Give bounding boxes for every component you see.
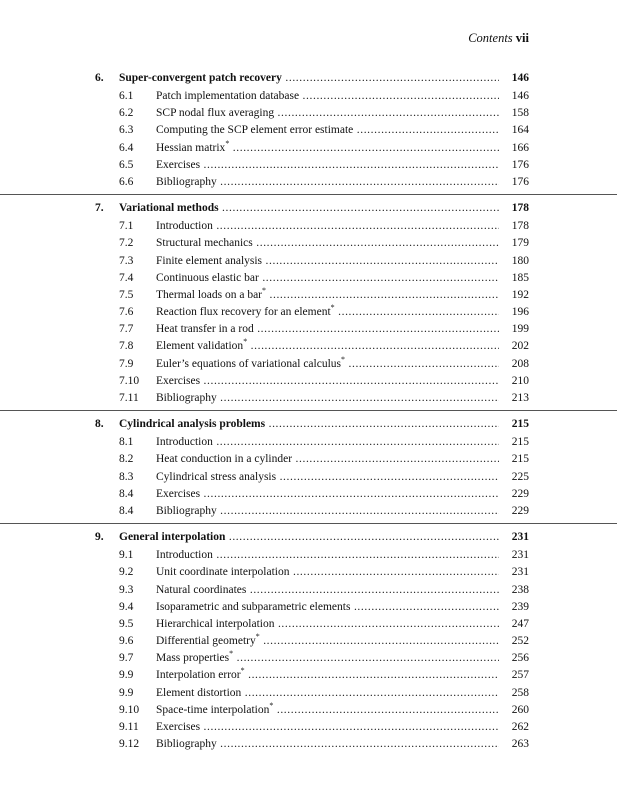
- section-page-number: 238: [511, 583, 529, 596]
- section-title-with-leader: [156, 373, 499, 390]
- section-page-number: 202: [511, 340, 529, 353]
- section-number: 6.2: [119, 107, 134, 120]
- section-title: SCP nodal flux averaging: [156, 107, 275, 120]
- section-entry[interactable]: [0, 616, 617, 633]
- section-number: 6.1: [119, 90, 134, 102]
- chapter-entry[interactable]: [0, 528, 617, 547]
- section-title-with-leader: [156, 616, 499, 633]
- section-title-with-leader: [156, 547, 499, 564]
- section-entry[interactable]: [0, 157, 617, 174]
- section-number: 7.4: [119, 271, 134, 284]
- table-of-contents: [0, 69, 617, 760]
- section-title-with-leader: [156, 157, 499, 174]
- section-number: 6.3: [119, 124, 134, 137]
- section-page-number: 231: [511, 566, 529, 579]
- section-title: Reaction flux recovery for an element: [156, 306, 331, 319]
- section-title-with-leader: [156, 719, 499, 736]
- section-number: 8.2: [119, 453, 134, 466]
- section-title-with-leader: [156, 434, 499, 451]
- section-number: 9.5: [119, 617, 134, 630]
- section-title: Space-time interpolation: [156, 703, 270, 716]
- section-title-with-leader: [156, 356, 499, 373]
- chapter-title: Super-convergent patch recovery: [119, 72, 282, 84]
- section-number: 7.5: [119, 288, 134, 301]
- section-entry[interactable]: [0, 503, 617, 520]
- section-entry[interactable]: [0, 253, 617, 270]
- section-entry[interactable]: [0, 667, 617, 684]
- section-number: 6.5: [119, 158, 134, 171]
- section-page-number: 210: [511, 374, 529, 387]
- chapter-block: [0, 528, 617, 756]
- section-entry[interactable]: [0, 356, 617, 373]
- section-page-number: 229: [511, 487, 529, 500]
- section-title: Cylindrical stress analysis: [156, 470, 277, 483]
- section-number: 6.6: [119, 175, 134, 188]
- section-title: Exercises: [156, 487, 201, 500]
- section-page-number: 185: [511, 271, 529, 284]
- section-title: Isoparametric and subparametric elements: [156, 600, 351, 613]
- section-page-number: 231: [511, 549, 529, 562]
- section-number: 9.1: [119, 549, 134, 562]
- chapter-number: 9.: [95, 531, 104, 544]
- section-title-with-leader: [156, 287, 499, 304]
- section-title-with-leader: [156, 486, 499, 503]
- chapter-title-with-leader: [119, 199, 499, 218]
- section-title: Heat conduction in a cylinder: [156, 453, 293, 466]
- section-page-number: 196: [511, 306, 529, 319]
- chapter-entry[interactable]: [0, 415, 617, 434]
- section-number: 7.7: [119, 323, 134, 336]
- section-title: Bibliography: [156, 175, 217, 188]
- optional-marker-asterisk: *: [330, 304, 335, 313]
- section-title-with-leader: [156, 122, 499, 139]
- chapter-page-number: 231: [511, 531, 529, 544]
- section-number: 9.10: [119, 703, 140, 716]
- section-title: Continuous elastic bar: [156, 271, 259, 284]
- section-entry[interactable]: [0, 88, 617, 105]
- section-page-number: 146: [511, 90, 529, 102]
- section-number: 6.4: [119, 141, 134, 154]
- section-title: Introduction: [156, 549, 213, 562]
- chapter-page-number: 215: [511, 418, 529, 431]
- chapter-title-with-leader: [119, 415, 499, 434]
- section-title: Hessian matrix: [156, 141, 226, 154]
- section-number: 9.6: [119, 635, 134, 648]
- section-entry[interactable]: [0, 321, 617, 338]
- section-title: Element distortion: [156, 686, 242, 699]
- section-page-number: 252: [511, 635, 529, 648]
- section-number: 7.3: [119, 254, 134, 267]
- section-title: Introduction: [156, 436, 213, 449]
- section-title: Bibliography: [156, 504, 217, 517]
- section-title: Differential geometry: [156, 635, 256, 648]
- section-number: 9.9: [119, 669, 134, 682]
- section-entry[interactable]: [0, 270, 617, 287]
- section-title-with-leader: [156, 235, 499, 252]
- section-title: Bibliography: [156, 392, 217, 404]
- section-title-with-leader: [156, 564, 499, 581]
- section-page-number: 180: [511, 254, 529, 267]
- section-number: 7.9: [119, 357, 134, 370]
- section-title-with-leader: [156, 503, 499, 520]
- section-page-number: 256: [511, 652, 529, 665]
- section-number: 9.11: [119, 721, 139, 733]
- section-entry[interactable]: [0, 599, 617, 616]
- section-entry[interactable]: [0, 685, 617, 702]
- section-page-number: 158: [511, 107, 529, 120]
- section-page-number: 262: [511, 721, 529, 733]
- section-entry[interactable]: [0, 451, 617, 468]
- section-page-number: 176: [511, 158, 529, 171]
- chapter-page-number: 146: [511, 72, 529, 84]
- section-entry[interactable]: [0, 122, 617, 139]
- section-number: 9.3: [119, 583, 134, 596]
- section-number: 8.4: [119, 504, 134, 517]
- chapter-title-with-leader: [119, 69, 499, 88]
- section-number: 7.2: [119, 237, 134, 250]
- chapter-page-number: 178: [511, 202, 529, 215]
- optional-marker-asterisk: *: [262, 286, 267, 296]
- chapter-block: [0, 199, 617, 411]
- section-entry[interactable]: [0, 338, 617, 355]
- section-title-with-leader: [156, 736, 499, 753]
- section-number: 9.7: [119, 652, 134, 665]
- section-entry[interactable]: [0, 218, 617, 235]
- section-title: Interpolation error: [156, 669, 241, 682]
- section-page-number: 247: [511, 617, 529, 630]
- section-entry[interactable]: [0, 469, 617, 486]
- section-title-with-leader: [156, 633, 499, 650]
- section-title: Unit coordinate interpolation: [156, 566, 290, 579]
- section-entry[interactable]: [0, 434, 617, 451]
- section-title: Exercises: [156, 721, 201, 733]
- section-title: Patch implementation database: [156, 90, 300, 102]
- chapter-title: Variational methods: [119, 202, 219, 215]
- section-entry[interactable]: [0, 650, 617, 667]
- optional-marker-asterisk: *: [341, 355, 346, 364]
- section-title: Exercises: [156, 158, 201, 171]
- chapter-title-with-leader: [119, 528, 499, 547]
- section-title-with-leader: [156, 667, 499, 684]
- optional-marker-asterisk: *: [255, 633, 260, 642]
- section-number: 9.2: [119, 566, 134, 579]
- section-entry[interactable]: [0, 390, 617, 407]
- section-number: 8.3: [119, 470, 134, 483]
- section-entry[interactable]: [0, 174, 617, 191]
- section-page-number: 178: [511, 220, 529, 233]
- chapter-number: 7.: [95, 202, 104, 215]
- section-title: Euler’s equations of variational calculus: [156, 357, 342, 370]
- section-title: Introduction: [156, 220, 213, 233]
- section-entry[interactable]: [0, 486, 617, 503]
- chapter-number: 6.: [95, 72, 104, 84]
- chapter-block: [0, 69, 617, 195]
- section-page-number: 225: [511, 470, 529, 483]
- section-page-number: 192: [511, 288, 529, 301]
- section-title: Exercises: [156, 374, 201, 387]
- section-entry[interactable]: [0, 373, 617, 390]
- section-title-with-leader: [156, 321, 499, 338]
- section-page-number: 215: [511, 453, 529, 466]
- section-entry[interactable]: [0, 140, 617, 157]
- chapter-block: [0, 415, 617, 524]
- optional-marker-asterisk: *: [225, 139, 230, 148]
- section-title-with-leader: [156, 105, 499, 122]
- section-title: Thermal loads on a bar: [156, 288, 263, 301]
- section-title-with-leader: [156, 599, 499, 616]
- section-number: 7.8: [119, 340, 134, 353]
- optional-marker-asterisk: *: [243, 338, 248, 347]
- section-title-with-leader: [156, 270, 499, 287]
- section-title: Bibliography: [156, 738, 217, 751]
- chapter-entry[interactable]: [0, 69, 617, 88]
- section-page-number: 166: [511, 141, 529, 154]
- section-entry[interactable]: [0, 304, 617, 321]
- section-entry[interactable]: [0, 719, 617, 736]
- section-page-number: 199: [511, 323, 529, 336]
- section-title-with-leader: [156, 253, 499, 270]
- section-title-with-leader: [156, 451, 499, 468]
- section-title: Natural coordinates: [156, 583, 247, 596]
- section-page-number: 258: [511, 686, 529, 699]
- section-title-with-leader: [156, 174, 499, 191]
- section-title-with-leader: [156, 304, 499, 321]
- section-entry[interactable]: [0, 564, 617, 581]
- section-title: Structural mechanics: [156, 237, 253, 250]
- running-header-title: Contents: [468, 31, 513, 45]
- section-title: Hierarchical interpolation: [156, 617, 275, 630]
- section-number: 7.1: [119, 220, 134, 233]
- section-entry[interactable]: [0, 547, 617, 564]
- section-entry[interactable]: [0, 633, 617, 650]
- optional-marker-asterisk: *: [269, 701, 274, 710]
- running-header-page-number: vii: [515, 31, 529, 45]
- optional-marker-asterisk: *: [229, 650, 234, 659]
- section-page-number: 208: [511, 357, 529, 370]
- optional-marker-asterisk: *: [240, 667, 245, 676]
- running-header: [468, 31, 529, 46]
- section-entry[interactable]: [0, 702, 617, 719]
- section-title-with-leader: [156, 702, 499, 719]
- section-page-number: 213: [511, 392, 529, 404]
- section-title-with-leader: [156, 390, 499, 407]
- section-title-with-leader: [156, 582, 499, 599]
- section-title-with-leader: [156, 685, 499, 702]
- section-title: Mass properties: [156, 652, 230, 665]
- section-title-with-leader: [156, 469, 499, 486]
- section-number: 8.4: [119, 487, 134, 500]
- section-title-with-leader: [156, 218, 499, 235]
- chapter-entry[interactable]: [0, 199, 617, 218]
- section-page-number: 229: [511, 504, 529, 517]
- section-title: Heat transfer in a rod: [156, 323, 254, 336]
- section-title: Finite element analysis: [156, 254, 263, 267]
- section-title: Element validation: [156, 340, 244, 353]
- section-page-number: 215: [511, 436, 529, 449]
- section-entry[interactable]: [0, 582, 617, 599]
- section-entry[interactable]: [0, 736, 617, 753]
- section-page-number: 179: [511, 237, 529, 250]
- section-number: 9.9: [119, 686, 134, 699]
- section-number: 9.12: [119, 738, 140, 751]
- section-entry[interactable]: [0, 235, 617, 252]
- chapter-title: General interpolation: [119, 531, 226, 544]
- chapter-number: 8.: [95, 418, 104, 431]
- section-page-number: 164: [511, 124, 529, 137]
- section-number: 7.6: [119, 306, 134, 319]
- section-title-with-leader: [156, 140, 499, 157]
- section-number: 9.4: [119, 600, 134, 613]
- section-number: 7.10: [119, 374, 140, 387]
- section-number: 7.11: [119, 392, 139, 404]
- section-entry[interactable]: [0, 287, 617, 304]
- section-entry[interactable]: [0, 105, 617, 122]
- section-page-number: 263: [511, 738, 529, 751]
- section-page-number: 176: [511, 175, 529, 188]
- chapter-title: Cylindrical analysis problems: [119, 418, 266, 431]
- section-title-with-leader: [156, 88, 499, 105]
- section-page-number: 239: [511, 600, 529, 613]
- section-title-with-leader: [156, 338, 499, 355]
- section-page-number: 260: [511, 703, 529, 716]
- section-title: Computing the SCP element error estimate: [156, 124, 354, 137]
- section-number: 8.1: [119, 436, 134, 449]
- section-page-number: 257: [511, 669, 529, 682]
- section-title-with-leader: [156, 650, 499, 667]
